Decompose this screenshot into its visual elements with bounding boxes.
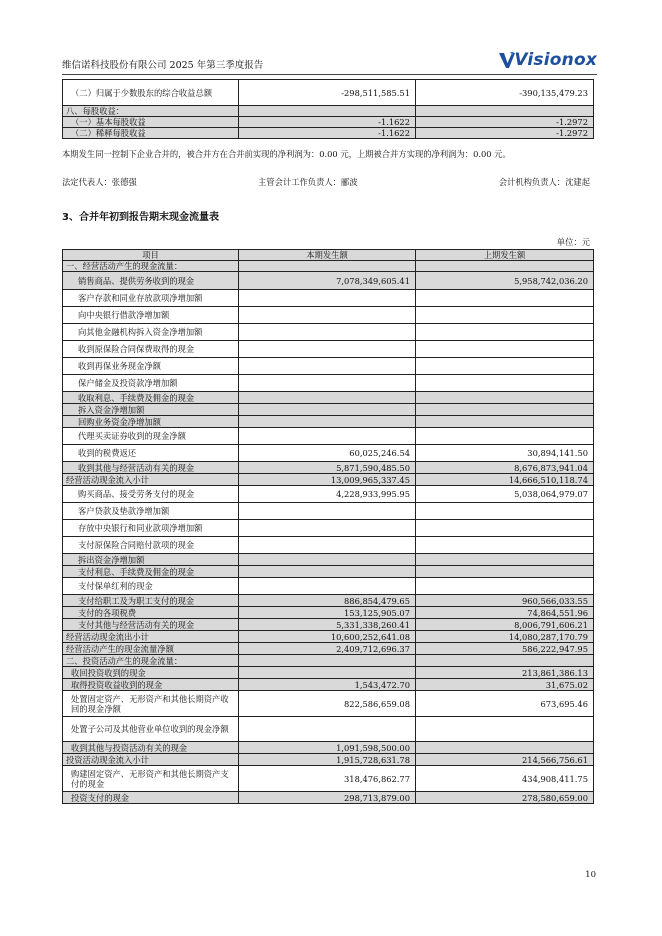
table-row (63, 631, 594, 643)
prior-period-value (416, 554, 594, 566)
table-row (63, 445, 594, 462)
row-label: 存放中央银行和同业款项净增加额 (63, 520, 239, 537)
accounting-org-head: 会计机构负责人：沈建起 (498, 177, 590, 187)
current-period-value: 153,125,905.07 (239, 607, 416, 619)
prior-period-value: 8,006,791,606.21 (416, 619, 594, 631)
current-period-value (239, 554, 416, 566)
current-period-value: -298,511,585.51 (239, 80, 416, 106)
table-row (63, 375, 594, 392)
header-item: 项目 (63, 250, 239, 261)
current-period-value: 7,078,349,605.41 (239, 272, 416, 290)
current-period-value (239, 655, 416, 667)
row-label: 经营活动产生的现金流量净额 (63, 643, 239, 655)
prior-period-value: 31,675.02 (416, 679, 594, 691)
row-label: 购建固定资产、无形资产和其他长期资产支付的现金 (63, 766, 239, 792)
prior-period-value: -1.2972 (416, 128, 594, 139)
section-title: 3、合并年初到报告期末现金流量表 (62, 212, 219, 223)
row-label: 向其他金融机构拆入资金净增加额 (63, 324, 239, 341)
prior-period-value: 278,580,659.00 (416, 792, 594, 804)
row-label: （一）基本每股收益 (63, 117, 239, 128)
table-row (63, 766, 594, 792)
row-label: 处置固定资产、无形资产和其他长期资产收回的现金净额 (63, 691, 239, 717)
row-label: 投资活动现金流入小计 (63, 754, 239, 766)
table-row (63, 106, 594, 117)
row-label: 支付给职工及为职工支付的现金 (63, 595, 239, 607)
cash-flow-table (62, 249, 594, 804)
table-row (63, 358, 594, 375)
table-row (63, 655, 594, 667)
current-period-value (239, 341, 416, 358)
table-row (63, 520, 594, 537)
legal-representative: 法定代表人：张德强 (62, 177, 137, 187)
prior-period-value: 586,222,947.95 (416, 643, 594, 655)
row-label: 经营活动现金流入小计 (63, 474, 239, 486)
current-period-value (239, 717, 416, 742)
prior-period-value: 214,566,756.61 (416, 754, 594, 766)
accounting-head: 主管会计工作负责人：郦波 (258, 177, 358, 187)
row-label: 购买商品、接受劳务支付的现金 (63, 486, 239, 503)
table-row (63, 486, 594, 503)
current-period-value: 13,009,965,337.45 (239, 474, 416, 486)
table-row (63, 404, 594, 416)
table-row (63, 717, 594, 742)
row-label: 支付利息、手续费及佣金的现金 (63, 566, 239, 578)
table-row (63, 742, 594, 754)
table-row (63, 272, 594, 290)
table-row (63, 792, 594, 804)
row-label: 保户储金及投资款净增加额 (63, 375, 239, 392)
row-label: 代理买卖证券收到的现金净额 (63, 428, 239, 445)
prior-period-value: -390,135,479.23 (416, 80, 594, 106)
row-label: 收取利息、手续费及佣金的现金 (63, 392, 239, 404)
prior-period-value: 14,666,510,118.74 (416, 474, 594, 486)
current-period-value: 318,476,862.77 (239, 766, 416, 792)
table-row (63, 392, 594, 404)
prior-period-value (416, 404, 594, 416)
table-row (63, 341, 594, 358)
row-label: 向中央银行借款净增加额 (63, 307, 239, 324)
row-label: 支付其他与经营活动有关的现金 (63, 619, 239, 631)
row-label: 拆入资金净增加额 (63, 404, 239, 416)
current-period-value: 886,854,479.65 (239, 595, 416, 607)
table-row (63, 428, 594, 445)
prior-period-value (416, 416, 594, 428)
current-period-value (239, 290, 416, 307)
table-row (63, 261, 594, 272)
table-row (63, 691, 594, 717)
table-row (63, 307, 594, 324)
prior-period-value: -1.2972 (416, 117, 594, 128)
current-period-value: 298,713,879.00 (239, 792, 416, 804)
prior-period-value (416, 503, 594, 520)
prior-period-value: 74,864,551.96 (416, 607, 594, 619)
prior-period-value: 5,038,064,979.07 (416, 486, 594, 503)
row-label: 取得投资收益收到的现金 (63, 679, 239, 691)
prior-period-value (416, 341, 594, 358)
prior-period-value: 434,908,411.75 (416, 766, 594, 792)
header-current: 本期发生额 (239, 250, 416, 261)
row-label: 支付保单红利的现金 (63, 578, 239, 595)
income-statement-tail-table (62, 79, 594, 139)
row-label: 收回投资收到的现金 (63, 667, 239, 679)
table-row (63, 607, 594, 619)
table-row (63, 554, 594, 566)
current-period-value (239, 375, 416, 392)
row-label: 支付原保险合同赔付款项的现金 (63, 537, 239, 554)
row-label: 销售商品、提供劳务收到的现金 (63, 272, 239, 290)
prior-period-value: 960,566,033.55 (416, 595, 594, 607)
row-label: （二）归属于少数股东的综合收益总额 (63, 80, 239, 106)
prior-period-value (416, 655, 594, 667)
table-row (63, 595, 594, 607)
header-prior: 上期发生额 (416, 250, 594, 261)
current-period-value (239, 667, 416, 679)
prior-period-value: 673,695.46 (416, 691, 594, 717)
prior-period-value (416, 261, 594, 272)
row-label: 客户贷款及垫款净增加额 (63, 503, 239, 520)
row-label: 客户存款和同业存放款项净增加额 (63, 290, 239, 307)
table-row (63, 679, 594, 691)
merger-footnote: 本期发生同一控制下企业合并的，被合并方在合并前实现的净利润为：0.00 元，上期被合并方实现的净利润为：0.00 元。 (62, 149, 511, 159)
table-row (63, 667, 594, 679)
prior-period-value (416, 537, 594, 554)
row-label: 收到其他与投资活动有关的现金 (63, 742, 239, 754)
table-row (63, 754, 594, 766)
table-row (63, 416, 594, 428)
row-label: 拆出资金净增加额 (63, 554, 239, 566)
prior-period-value (416, 392, 594, 404)
current-period-value (239, 358, 416, 375)
brand-name: Visionox (514, 50, 597, 70)
row-label: 二、投资活动产生的现金流量： (63, 655, 239, 667)
table-row (63, 537, 594, 554)
table-row (63, 290, 594, 307)
current-period-value (239, 428, 416, 445)
prior-period-value (416, 717, 594, 742)
table-row (63, 474, 594, 486)
current-period-value: 2,409,712,696.37 (239, 643, 416, 655)
current-period-value (239, 324, 416, 341)
current-period-value: 10,600,252,641.08 (239, 631, 416, 643)
row-label: 收到的税费返还 (63, 445, 239, 462)
current-period-value (239, 520, 416, 537)
row-label: 支付的各项税费 (63, 607, 239, 619)
current-period-value (239, 537, 416, 554)
current-period-value (239, 392, 416, 404)
row-label: 八、每股收益： (63, 106, 239, 117)
prior-period-value (416, 578, 594, 595)
prior-period-value (416, 307, 594, 324)
row-label: 一、经营活动产生的现金流量： (63, 261, 239, 272)
current-period-value (239, 416, 416, 428)
current-period-value (239, 106, 416, 117)
current-period-value: 822,586,659.08 (239, 691, 416, 717)
prior-period-value: 14,080,287,170.79 (416, 631, 594, 643)
prior-period-value: 30,894,141.50 (416, 445, 594, 462)
row-label: 经营活动现金流出小计 (63, 631, 239, 643)
report-title: 维信诺科技股份有限公司 2025 年第三季度报告 (62, 60, 264, 71)
row-label: 收到其他与经营活动有关的现金 (63, 462, 239, 474)
table-header-row (63, 250, 594, 261)
table-row (63, 80, 594, 106)
current-period-value: -1.1622 (239, 128, 416, 139)
table-row (63, 117, 594, 128)
prior-period-value (416, 742, 594, 754)
current-period-value (239, 566, 416, 578)
page-header (62, 52, 597, 75)
current-period-value (239, 578, 416, 595)
current-period-value (239, 404, 416, 416)
current-period-value: 5,871,590,485.50 (239, 462, 416, 474)
table-row (63, 643, 594, 655)
page-number: 10 (585, 870, 596, 880)
table-row (63, 324, 594, 341)
prior-period-value: 5,958,742,036.20 (416, 272, 594, 290)
prior-period-value (416, 106, 594, 117)
prior-period-value (416, 324, 594, 341)
row-label: 回购业务资金净增加额 (63, 416, 239, 428)
current-period-value: 1,543,472.70 (239, 679, 416, 691)
current-period-value (239, 261, 416, 272)
table-row (63, 462, 594, 474)
row-label: 投资支付的现金 (63, 792, 239, 804)
table-row (63, 566, 594, 578)
current-period-value: -1.1622 (239, 117, 416, 128)
prior-period-value (416, 520, 594, 537)
table-row (63, 619, 594, 631)
prior-period-value (416, 566, 594, 578)
table-row (63, 578, 594, 595)
prior-period-value (416, 358, 594, 375)
brand-logo (498, 46, 597, 70)
unit-label: 单位：元 (556, 237, 590, 247)
row-label: （二）稀释每股收益 (63, 128, 239, 139)
row-label: 收到原保险合同保费取得的现金 (63, 341, 239, 358)
current-period-value (239, 307, 416, 324)
prior-period-value: 8,676,873,941.04 (416, 462, 594, 474)
table-row (63, 503, 594, 520)
prior-period-value (416, 290, 594, 307)
row-label: 处置子公司及其他营业单位收到的现金净额 (63, 717, 239, 742)
current-period-value: 1,915,728,631.78 (239, 754, 416, 766)
current-period-value: 1,091,598,500.00 (239, 742, 416, 754)
prior-period-value (416, 428, 594, 445)
current-period-value: 5,331,338,260.41 (239, 619, 416, 631)
row-label: 收到再保业务现金净额 (63, 358, 239, 375)
prior-period-value (416, 375, 594, 392)
current-period-value: 60,025,246.54 (239, 445, 416, 462)
current-period-value (239, 503, 416, 520)
table-row (63, 128, 594, 139)
current-period-value: 4,228,933,995.95 (239, 486, 416, 503)
prior-period-value: 213,861,386.13 (416, 667, 594, 679)
